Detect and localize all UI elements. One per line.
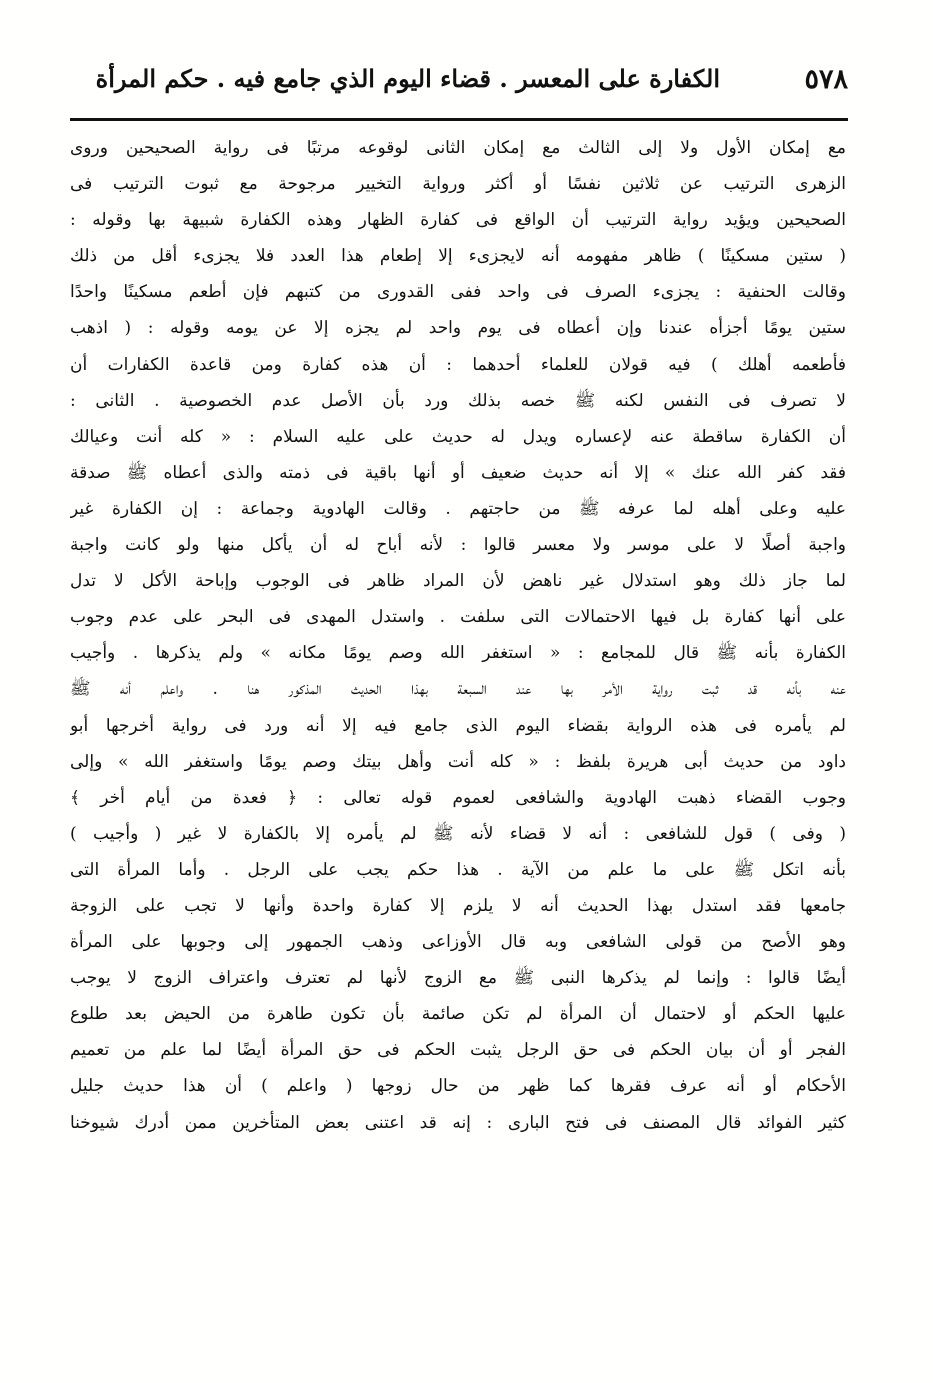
page-number: ٥٧٨ (804, 64, 848, 95)
header-rule (70, 118, 848, 121)
running-title: الكفارة على المعسر . قضاء اليوم الذي جامع فيه . حكم المرأة (95, 64, 720, 93)
text-line: واجبة أصلًا لا على موسر ولا معسر قالوا : لأنه أباح له أن يأكل منها ولو كانت واجبة (70, 535, 846, 556)
page-header (70, 52, 860, 104)
text-line: عنه بأنه قد ثبت رواية الأمر بها عند السبعة بهذا الحديث المذكور هنا . واعلم أنه ﷺ (70, 679, 846, 700)
text-line: لا تصرف فى النفس لكنه ﷺ خصه بذلك ورد بأن الأصل عدم الخصوصية . الثانى : (70, 390, 846, 411)
text-line: ( وفى ) قول للشافعى : أنه لا قضاء لأنه ﷺ لم يأمره إلا بالكفارة لا غير ( وأجيب ) (70, 823, 846, 844)
text-line: مع إمكان الأول ولا إلى الثالث مع إمكان الثانى لوقوعه مرتبًا فى رواية الصحيحين وروى (70, 138, 846, 158)
text-line: فقد كفر الله عنك » إلا أنه حديث ضعيف أو أنها باقية فى ذمته والذى أعطاه ﷺ صدقة (70, 462, 846, 483)
text-line: ستين يومًا أجزأه عندنا وإن أعطاه فى يوم واحد لم يجزه إلا عن يومه وقوله : ( اذهب (70, 318, 846, 339)
body-text (70, 130, 846, 1141)
text-line: عليها الحكم أو لاحتمال أن المرأة لم تكن صائمة بأن تكون طاهرة من الحيض بعد طلوع (70, 1004, 846, 1025)
text-line: أن الكفارة ساقطة عنه لإعساره ويدل له حديث على عليه السلام : « كله أنت وعيالك (70, 426, 846, 447)
text-line: عليه وعلى أهله لما عرفه ﷺ من حاجتهم . وقالت الهادوية وجماعة : إن الكفارة غير (70, 498, 846, 519)
text-line: كثير الفوائد قال المصنف فى فتح البارى : إنه قد اعتنى بعض المتأخرين ممن أدرك شيوخنا (70, 1112, 846, 1133)
text-line: داود من حديث أبى هريرة بلفظ : « كله أنت وأهل بيتك وصم يومًا واستغفر الله » وإلى (70, 751, 846, 772)
text-line: وهو الأصح من قولى الشافعى وبه قال الأوزاعى وذهب الجمهور إلى وجوبها على المرأة (70, 932, 846, 953)
text-line: الكفارة بأنه ﷺ قال للمجامع : « استغفر الله وصم يومًا مكانه » ولم يذكرها . وأجيب (70, 643, 846, 664)
text-line: ( ستين مسكينًا ) ظاهر مفهومه أنه لايجزىء إلا إطعام هذا العدد فلا يجزىء أقل من ذلك (70, 246, 846, 267)
text-line: الفجر أو أن بيان الحكم فى حق الرجل يثبت الحكم فى حق المرأة أيضًا لما علم من تعميم (70, 1040, 846, 1061)
text-line: لم يأمره فى هذه الرواية بقضاء اليوم الذى جامع فيه إلا أنه ورد فى رواية أخرجها أبو (70, 715, 846, 736)
text-line: على أنها كفارة بل فيها الاحتمالات التى سلفت . واستدل المهدى فى البحر على عدم وجوب (70, 607, 846, 628)
text-line: أيضًا قالوا : وإنما لم يذكرها النبى ﷺ مع الزوج لأنها لم تعترف واعتراف الزوج لا يوجب (70, 968, 846, 989)
text-line: وقالت الحنفية : يجزىء الصرف فى واحد ففى القدورى من كتبهم فإن أطعم مسكينًا واحدًا (70, 282, 846, 303)
text-line: فأطعمه أهلك ) فيه قولان للعلماء أحدهما : أن هذه كفارة ومن قاعدة الكفارات أن (70, 354, 846, 375)
text-line: بأنه اتكل ﷺ على ما علم من الآية . هذا حكم يجب على الرجل . وأما المرأة التى (70, 859, 846, 880)
text-line: وجوب القضاء ذهبت الهادوية والشافعى لعموم قوله تعالى : ﴿ فعدة من أيام أخر ﴾ (70, 787, 846, 808)
text-line: الزهرى الترتيب عن ثلاثين نفسًا أو أكثر ورواية التخيير مرجوحة مع ثبوت الترتيب فى (70, 174, 846, 195)
text-line: الصحيحين ويؤيد رواية الترتيب أن الواقع فى كفارة الظهار وهذه الكفارة شبيهة بها وقوله : (70, 210, 846, 231)
text-line: الأحكام أو أنه عرف فقرها كما ظهر من حال زوجها ( واعلم ) أن هذا حديث جليل (70, 1076, 846, 1097)
text-line: لما جاز ذلك وهو استدلال غير ناهض لأن المراد ظاهر فى الوجوب وإباحة الأكل لا تدل (70, 571, 846, 592)
text-line: جامعها فقد استدل بهذا الحديث أنه لا يلزم إلا كفارة واحدة وأنها لا تجب على الزوجة (70, 895, 846, 916)
